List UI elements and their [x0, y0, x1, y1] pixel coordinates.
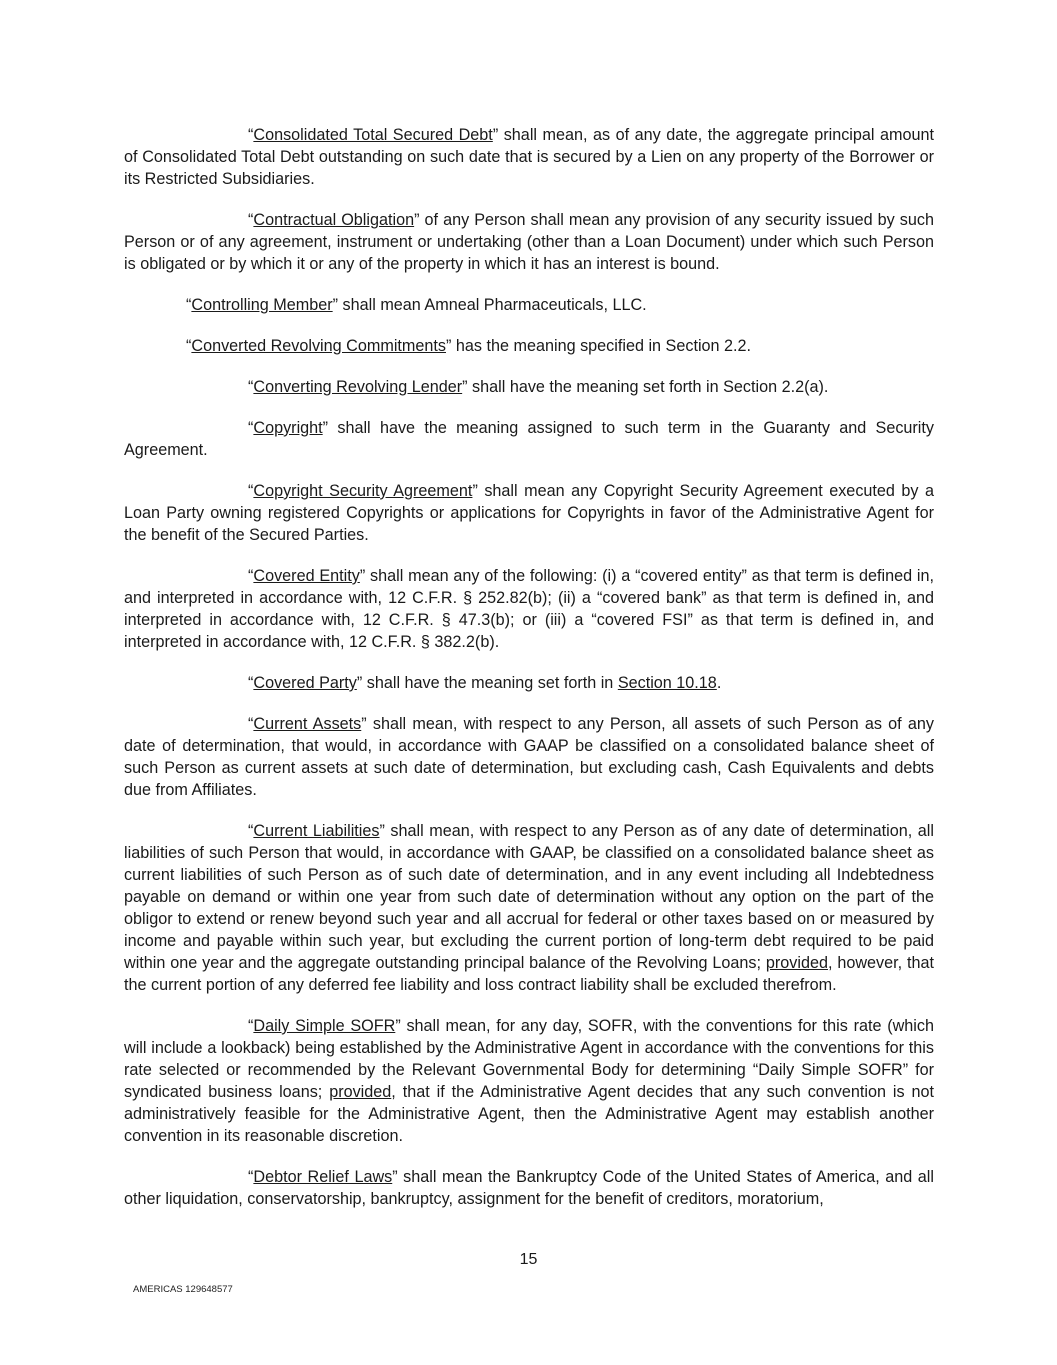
- defined-term: Daily Simple SOFR: [253, 1017, 396, 1035]
- defined-term: Copyright: [253, 419, 323, 437]
- defined-term: Debtor Relief Laws: [253, 1168, 393, 1186]
- defined-term: Controlling Member: [191, 296, 333, 314]
- document-id-footer: AMERICAS 129648577: [133, 1284, 233, 1295]
- definitions-section: [124, 124, 934, 1229]
- definition-debtor-relief-laws: “Debtor Relief Laws” shall mean the Bankruptcy Code of the United States of America, and all other liquidation, conservatorship, bankruptcy, assignment for the benefit of creditors, moratorium,: [124, 1168, 934, 1208]
- defined-term: Covered Party: [253, 674, 357, 692]
- definition-current-liabilities: “Current Liabilities” shall mean, with respect to any Person as of any date of determination, all liabilities of such Person that would, in accordance with GAAP, be classified on a consolidated balance sheet as current liabilities of such Person as of such date of determination, and in any event including all Indebtedness payable on demand or within one year from such date of determination without any option on the part of the obligor to extend or renew beyond such year and all accrual for federal or other taxes based on or measured by income and payable within such year, but excluding the current portion of long-term debt required to be paid within one year and the aggregate outstanding principal balance of the Revolving Loans; provided, however, that the current portion of any deferred fee liability and loss contract liability shall be excluded therefrom.: [124, 822, 934, 994]
- definition-copyright: “Copyright” shall have the meaning assigned to such term in the Guaranty and Security Agreement.: [124, 419, 934, 459]
- definition-copyright-security-agreement: “Copyright Security Agreement” shall mean any Copyright Security Agreement executed by a Loan Party owning registered Copyrights or applications for Copyrights in favor of the Administrative Agent for the benefit of the Secured Parties.: [124, 482, 935, 544]
- section-reference: Section 10.18: [617, 674, 717, 692]
- defined-term: Consolidated Total Secured Debt: [253, 126, 493, 144]
- defined-term: Converted Revolving Commitments: [191, 337, 446, 355]
- page-number: 15: [519, 1251, 538, 1268]
- definition-controlling-member: “Controlling Member” shall mean Amneal Pharmaceuticals, LLC.: [186, 296, 647, 314]
- defined-term: Copyright Security Agreement: [253, 482, 473, 500]
- defined-term: Contractual Obligation: [253, 211, 415, 229]
- definition-converted-revolving-commitments: “Converted Revolving Commitments” has the meaning specified in Section 2.2.: [186, 337, 752, 355]
- definition-covered-entity: “Covered Entity” shall mean any of the following: (i) a “covered entity” as that term is defined in, and interpreted in accordance with, 12 C.F.R. § 252.82(b); (ii) a “covered bank” as that term is defined in, and interpreted in accordance with, 12 C.F.R. § 47.3(b); or (iii) a “covered FSI” as that term is defined in, and interpreted in accordance with, 12 C.F.R. § 382.2(b).: [124, 567, 935, 651]
- definition-contractual-obligation: “Contractual Obligation” of any Person shall mean any provision of any security issued by such Person or of any agreement, instrument or undertaking (other than a Loan Document) under which such Person is obligated or by which it or any of the property in which it has an interest is bound.: [124, 211, 934, 273]
- definition-daily-simple-sofr: “Daily Simple SOFR” shall mean, for any day, SOFR, with the conventions for this rate (which will include a lookback) being established by the Administrative Agent in accordance with the conventions for this rate selected or recommended by the Relevant Governmental Body for determining “Daily Simple SOFR” for syndicated business loans; provided, that if the Administrative Agent decides that any such convention is not administratively feasible for the Administrative Agent, then the Administrative Agent may establish another convention in its reasonable discretion.: [124, 1017, 934, 1145]
- defined-term: Covered Entity: [253, 567, 360, 585]
- defined-term: Current Liabilities: [253, 822, 380, 840]
- definition-current-assets: “Current Assets” shall mean, with respect to any Person, all assets of such Person as of any date of determination, that would, in accordance with GAAP be classified on a consolidated balance sheet of such Person as current assets at such date of determination, but excluding cash, Cash Equivalents and debts due from Affiliates.: [124, 715, 934, 799]
- definition-consolidated-total-secured-debt: “Consolidated Total Secured Debt” shall mean, as of any date, the aggregate principal amount of Consolidated Total Debt outstanding on such date that is secured by a Lien on any property of the Borrower or its Restricted Subsidiaries.: [124, 126, 934, 188]
- definition-covered-party: “Covered Party” shall have the meaning set forth in Section 10.18.: [248, 674, 722, 692]
- provided-term: provided: [765, 954, 828, 972]
- provided-term: provided: [329, 1083, 392, 1101]
- defined-term: Current Assets: [253, 715, 362, 733]
- defined-term: Converting Revolving Lender: [253, 378, 463, 396]
- definition-converting-revolving-lender: “Converting Revolving Lender” shall have the meaning set forth in Section 2.2(a).: [248, 378, 829, 396]
